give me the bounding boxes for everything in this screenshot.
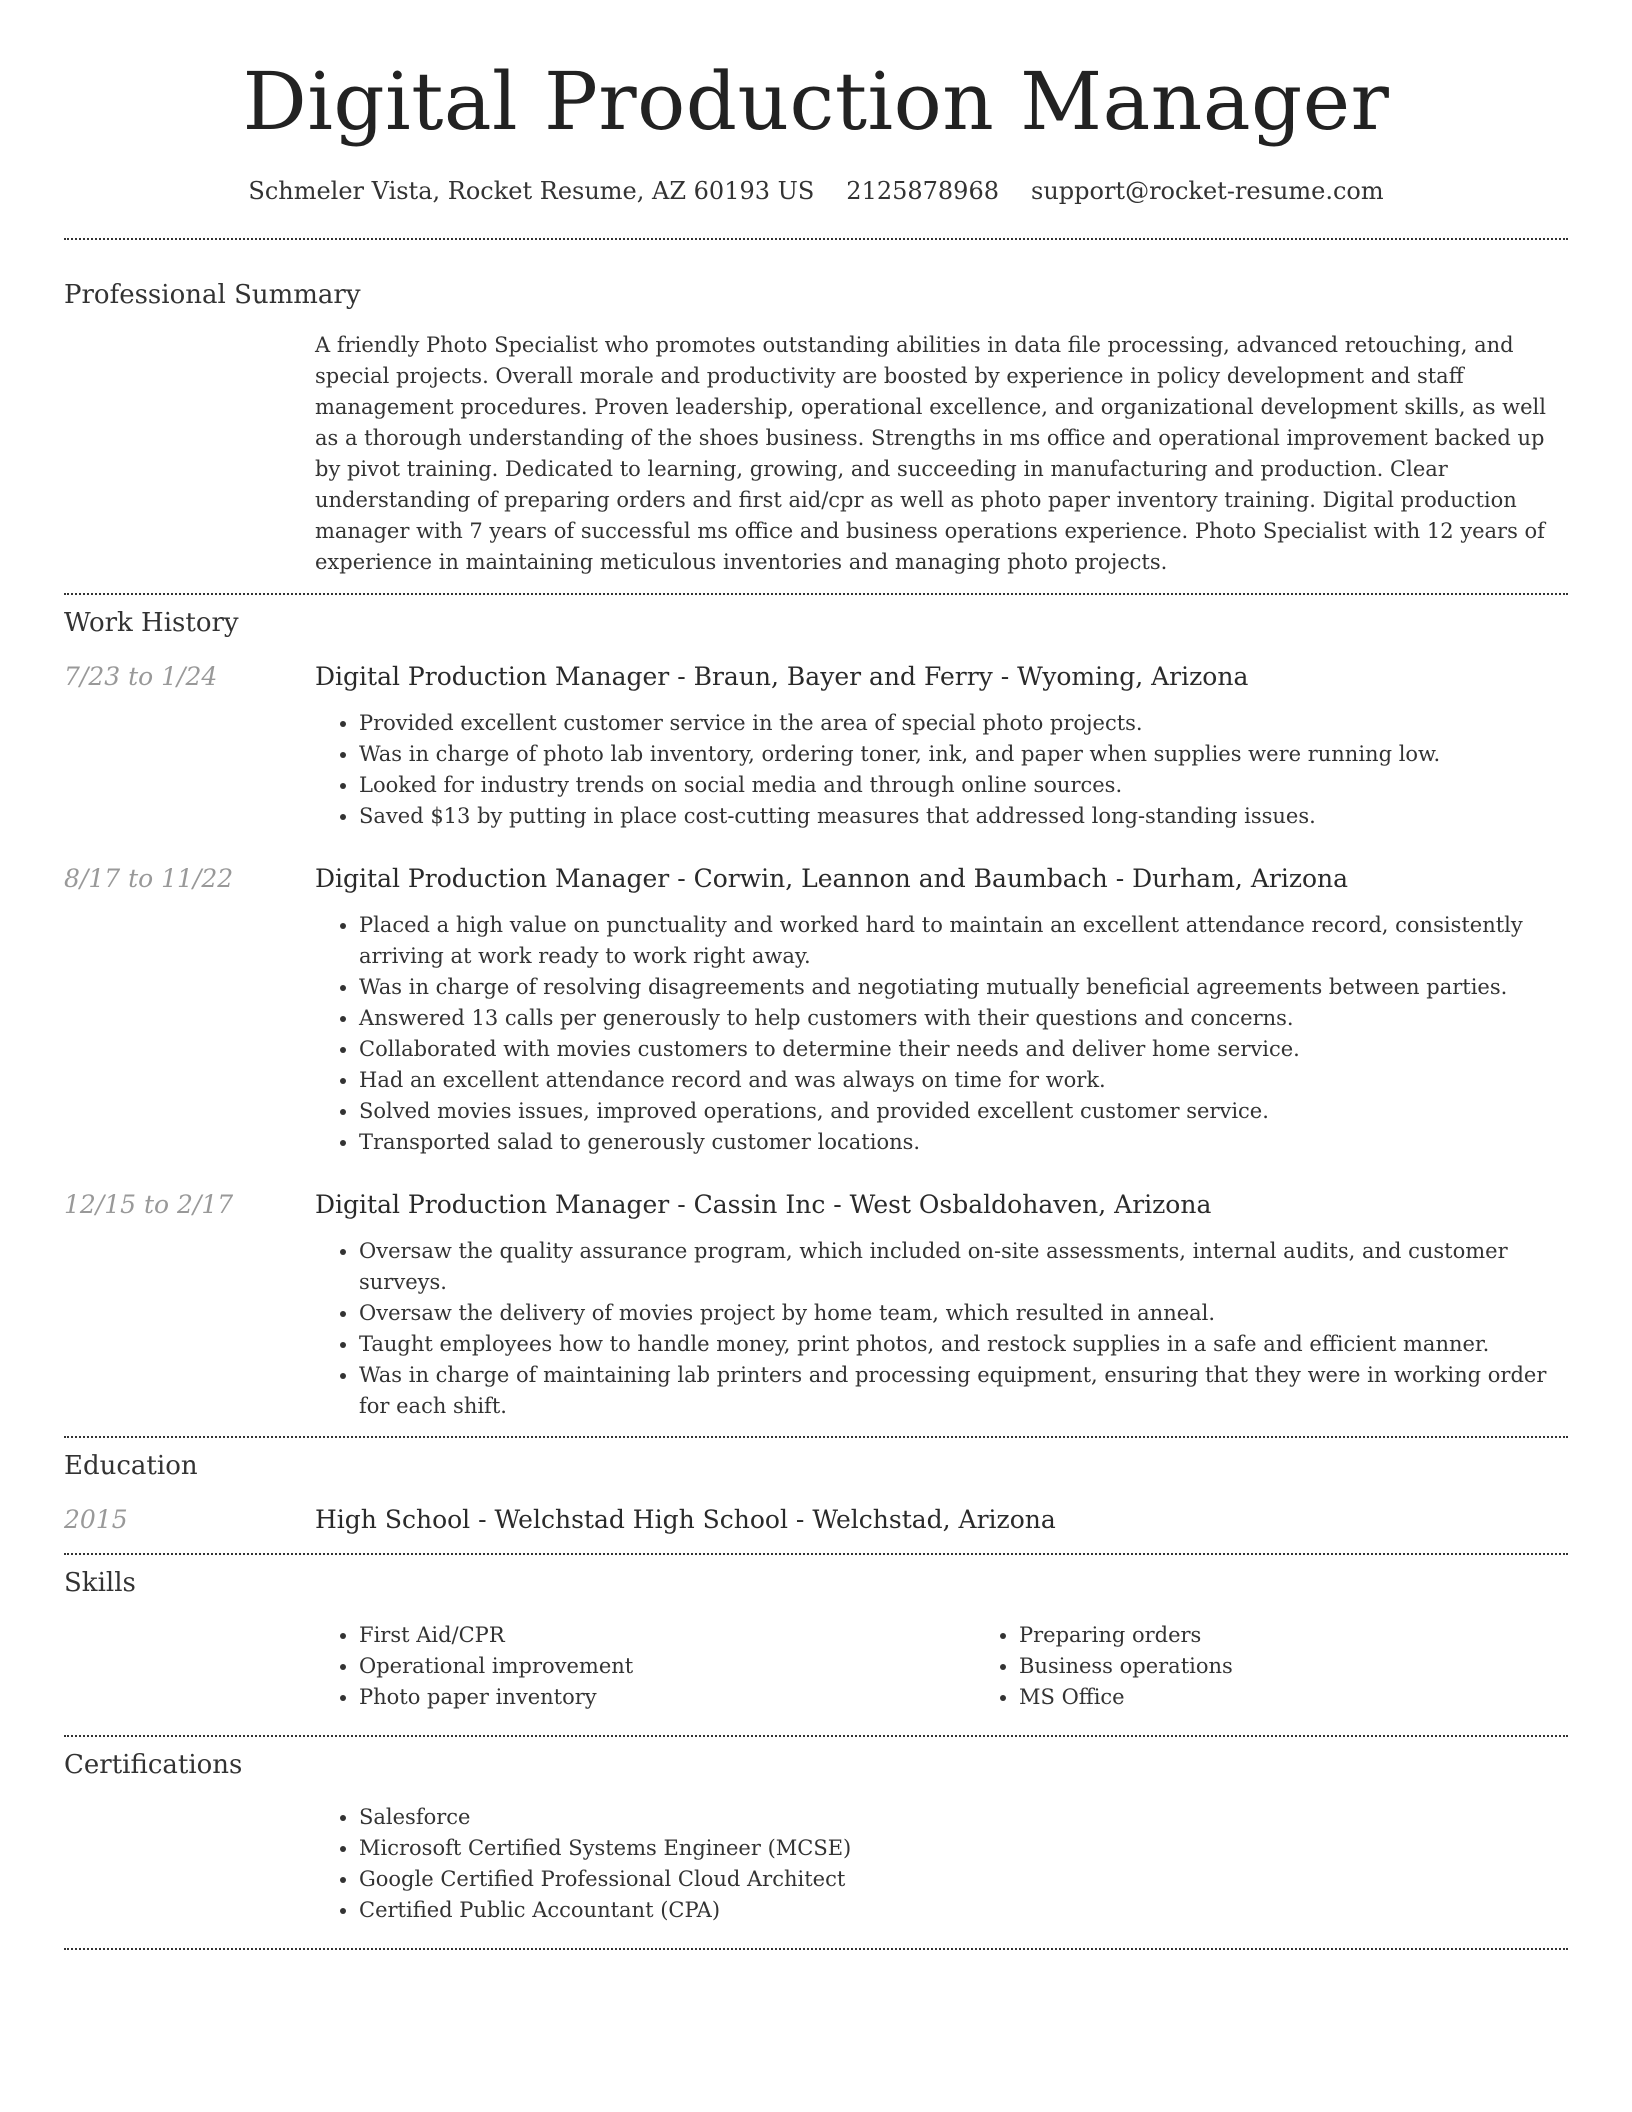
list-item: • Certified Public Accountant (CPA) [359, 1895, 1568, 1926]
list-item: • Operational improvement [359, 1651, 975, 1682]
education-date: 2015 [64, 1505, 128, 1534]
job-heading: Digital Production Manager - Corwin, Leannon and Baumbach - Durham, Arizona [315, 864, 1349, 893]
skills-divider [64, 1735, 1568, 1737]
list-item: • Saved $13 by putting in place cost-cutting measures that addressed long-standing issues. [359, 801, 1568, 832]
job-heading: Digital Production Manager - Cassin Inc - West Osbaldohaven, Arizona [315, 1190, 1212, 1219]
list-item: • First Aid/CPR [359, 1620, 975, 1651]
list-item: • Looked for industry trends on social media and through online sources. [359, 770, 1568, 801]
job-date: 7/23 to 1/24 [64, 662, 218, 691]
education-entry [64, 1503, 1568, 1537]
job-entry [64, 862, 1568, 1158]
list-item: • Salesforce [359, 1802, 1568, 1833]
list-item: • Transported salad to generously customer locations. [359, 1127, 1568, 1158]
list-item: • Was in charge of maintaining lab printers and processing equipment, ensuring that they were in working order for each shift. [359, 1360, 1568, 1422]
candidate-name: Digital Production Manager [242, 55, 1390, 148]
header-divider [64, 238, 1568, 240]
contact-email: support@rocket-resume.com [1031, 177, 1384, 205]
list-item: • Was in charge of resolving disagreements and negotiating mutually beneficial agreements between parties. [359, 972, 1568, 1003]
list-item: • Taught employees how to handle money, print photos, and restock supplies in a safe and efficient manner. [359, 1329, 1568, 1360]
summary-text: A friendly Photo Specialist who promotes outstanding abilities in data file processing, advanced retouching, and special projects. Overall morale and productivity are boosted by experience in policy development and staff management procedures. Proven leadership, operational excellence, and organizational development skills, as well as a thorough understanding of the shoes business. Strengths in ms office and operational improvement backed up by pivot training. Dedicated to learning, growing, and succeeding in manufacturing and production. Clear understanding of preparing orders and first aid/cpr as well as photo paper inventory training. Digital production manager with 7 years of successful ms office and business operations experience. Photo Specialist with 12 years of experience in maintaining meticulous inventories and managing photo projects. [315, 333, 1546, 574]
work-divider [64, 1436, 1568, 1438]
list-item: • Oversaw the delivery of movies project by home team, which resulted in anneal. [359, 1298, 1568, 1329]
list-item: • Preparing orders [1019, 1620, 1632, 1651]
list-item: • Provided excellent customer service in the area of special photo projects. [359, 708, 1568, 739]
job-date: 12/15 to 2/17 [64, 1190, 234, 1219]
list-item: • Oversaw the quality assurance program, which included on-site assessments, internal audits, and customer surveys. [359, 1236, 1568, 1298]
certifications-list [315, 1802, 1568, 1926]
job-entry [64, 1188, 1568, 1422]
summary-title: Professional Summary [64, 280, 361, 310]
education-heading: High School - Welchstad High School - Welchstad, Arizona [315, 1505, 1056, 1534]
skills-list-left [315, 1620, 975, 1713]
list-item: • Business operations [1019, 1651, 1632, 1682]
list-item: • Solved movies issues, improved operations, and provided excellent customer service. [359, 1096, 1568, 1127]
contact-phone: 2125878968 [846, 177, 999, 205]
job-bullets [315, 910, 1568, 1158]
contact-info [64, 174, 1568, 208]
summary-section [64, 280, 1568, 578]
work-history-section [64, 608, 1568, 1422]
job-heading: Digital Production Manager - Braun, Bayer and Ferry - Wyoming, Arizona [315, 662, 1249, 691]
list-item: • Microsoft Certified Systems Engineer (MCSE) [359, 1833, 1568, 1864]
contact-address: Schmeler Vista, Rocket Resume, AZ 60193 US [248, 177, 815, 205]
list-item: • MS Office [1019, 1682, 1632, 1713]
list-item: • Was in charge of photo lab inventory, ordering toner, ink, and paper when supplies were running low. [359, 739, 1568, 770]
work-history-title: Work History [64, 608, 239, 638]
summary-divider [64, 593, 1568, 595]
skills-title: Skills [64, 1568, 136, 1598]
education-section [64, 1451, 1568, 1537]
list-item: • Photo paper inventory [359, 1682, 975, 1713]
skills-section [64, 1568, 1568, 1713]
job-bullets [315, 1236, 1568, 1422]
list-item: • Collaborated with movies customers to determine their needs and deliver home service. [359, 1034, 1568, 1065]
list-item: • Google Certified Professional Cloud Architect [359, 1864, 1568, 1895]
job-entry [64, 660, 1568, 832]
list-item: • Had an excellent attendance record and was always on time for work. [359, 1065, 1568, 1096]
skills-list-right [975, 1620, 1632, 1713]
education-title: Education [64, 1451, 198, 1481]
list-item: • Answered 13 calls per generously to help customers with their questions and concerns. [359, 1003, 1568, 1034]
job-date: 8/17 to 11/22 [64, 864, 234, 893]
job-bullets [315, 708, 1568, 832]
education-divider [64, 1553, 1568, 1555]
certifications-section [64, 1750, 1568, 1926]
certifications-divider [64, 1948, 1568, 1950]
list-item: • Placed a high value on punctuality and worked hard to maintain an excellent attendance record, consistently arriving at work ready to work right away. [359, 910, 1568, 972]
certifications-title: Certifications [64, 1750, 243, 1780]
